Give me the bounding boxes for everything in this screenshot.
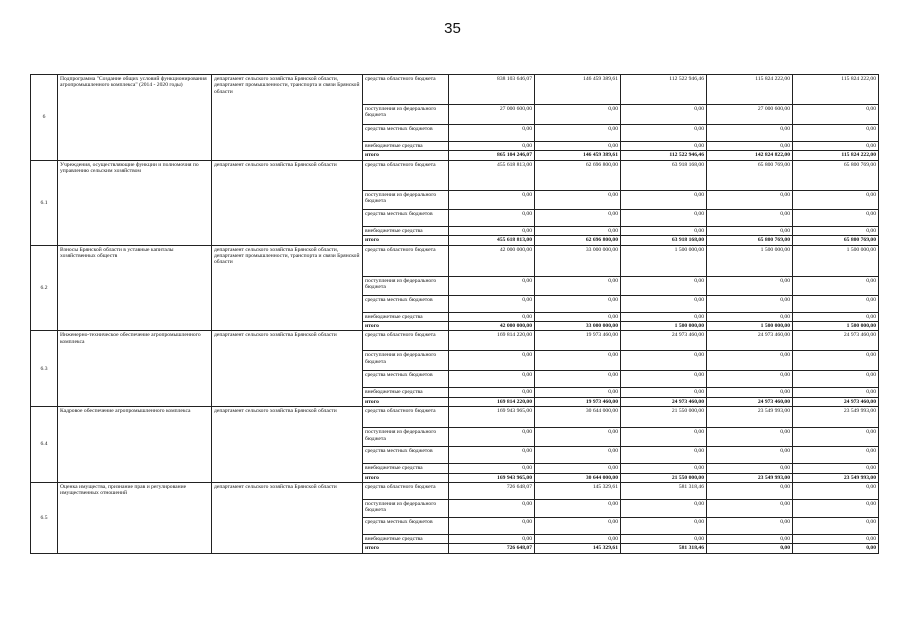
- amount-cell: 838 103 646,07: [449, 75, 535, 105]
- funding-source: средства местных бюджетов: [363, 209, 449, 226]
- amount-cell: 21 550 000,00: [621, 473, 707, 482]
- executor: департамент сельского хозяйства Брянской области, департамент промышленности, транспорта и связи Брянской области: [212, 245, 363, 331]
- amount-cell: 0,00: [793, 351, 879, 371]
- amount-cell: 0,00: [707, 276, 793, 295]
- amount-cell: 0,00: [707, 351, 793, 371]
- amount-cell: 0,00: [449, 500, 535, 518]
- amount-cell: 0,00: [707, 295, 793, 312]
- amount-cell: 0,00: [793, 226, 879, 235]
- amount-cell: 24 973 460,00: [707, 331, 793, 351]
- amount-cell: 0,00: [707, 371, 793, 388]
- amount-cell: 0,00: [707, 125, 793, 142]
- amount-cell: 0,00: [535, 464, 621, 473]
- amount-cell: 0,00: [449, 535, 535, 544]
- amount-cell: 0,00: [793, 209, 879, 226]
- amount-cell: 24 973 460,00: [621, 331, 707, 351]
- amount-cell: 0,00: [793, 295, 879, 312]
- amount-cell: 0,00: [707, 518, 793, 535]
- amount-cell: 0,00: [621, 447, 707, 464]
- amount-cell: 0,00: [535, 447, 621, 464]
- executor: департамент сельского хозяйства Брянской области: [212, 331, 363, 407]
- amount-cell: 0,00: [707, 483, 793, 500]
- row-index: 6.5: [31, 483, 58, 554]
- amount-cell: 1 500 000,00: [707, 322, 793, 331]
- amount-cell: 0,00: [535, 312, 621, 321]
- amount-cell: 0,00: [535, 125, 621, 142]
- amount-cell: 145 329,61: [535, 544, 621, 553]
- page-number: 35: [444, 20, 461, 37]
- amount-cell: 0,00: [449, 209, 535, 226]
- amount-cell: 0,00: [621, 276, 707, 295]
- amount-cell: 0,00: [449, 518, 535, 535]
- amount-cell: 0,00: [621, 428, 707, 447]
- measure-title: Инженерно-техническое обеспечение агропромышленного комплекса: [58, 331, 212, 407]
- funding-source: поступления из федерального бюджета: [363, 500, 449, 518]
- amount-cell: 0,00: [707, 209, 793, 226]
- table-row: [31, 160, 879, 190]
- amount-cell: 0,00: [793, 142, 879, 151]
- amount-cell: 65 800 769,00: [793, 160, 879, 190]
- amount-cell: 21 550 000,00: [621, 407, 707, 428]
- amount-cell: 0,00: [793, 105, 879, 125]
- amount-cell: 0,00: [793, 447, 879, 464]
- amount-cell: 0,00: [535, 428, 621, 447]
- amount-cell: 0,00: [621, 500, 707, 518]
- amount-cell: 0,00: [449, 190, 535, 209]
- amount-cell: 62 696 800,00: [535, 160, 621, 190]
- amount-cell: 865 104 246,07: [449, 151, 535, 160]
- amount-cell: 0,00: [707, 312, 793, 321]
- amount-cell: 169 814 220,00: [449, 331, 535, 351]
- amount-cell: 0,00: [621, 125, 707, 142]
- funding-source: поступления из федерального бюджета: [363, 351, 449, 371]
- amount-cell: 0,00: [621, 142, 707, 151]
- amount-cell: 112 522 946,46: [621, 151, 707, 160]
- amount-cell: 0,00: [793, 388, 879, 397]
- amount-cell: 1 500 000,00: [793, 322, 879, 331]
- amount-cell: 0,00: [535, 351, 621, 371]
- amount-cell: 0,00: [707, 226, 793, 235]
- amount-cell: 581 318,46: [621, 483, 707, 500]
- amount-cell: 0,00: [621, 518, 707, 535]
- amount-cell: 0,00: [707, 544, 793, 553]
- amount-cell: 0,00: [793, 464, 879, 473]
- amount-cell: 1 500 000,00: [707, 245, 793, 276]
- amount-cell: 115 824 222,00: [793, 75, 879, 105]
- amount-cell: 0,00: [621, 226, 707, 235]
- row-index: 6: [31, 75, 58, 161]
- funding-source: средства местных бюджетов: [363, 447, 449, 464]
- amount-cell: 0,00: [535, 142, 621, 151]
- amount-cell: 0,00: [621, 190, 707, 209]
- funding-source: средства областного бюджета: [363, 331, 449, 351]
- measure-title: Оценка имущества, признание прав и регулирование имущественных отношений: [58, 483, 212, 554]
- measure-title: Кадровое обеспечение агропромышленного комплекса: [58, 407, 212, 483]
- amount-cell: 145 329,61: [535, 483, 621, 500]
- amount-cell: 0,00: [621, 351, 707, 371]
- amount-cell: 0,00: [535, 500, 621, 518]
- amount-cell: 0,00: [621, 312, 707, 321]
- funding-source: средства местных бюджетов: [363, 125, 449, 142]
- amount-cell: 0,00: [621, 388, 707, 397]
- amount-cell: 0,00: [793, 125, 879, 142]
- amount-cell: 27 000 600,00: [449, 105, 535, 125]
- amount-cell: 62 696 800,00: [535, 236, 621, 245]
- amount-cell: 0,00: [793, 544, 879, 553]
- amount-cell: 19 973 460,00: [535, 397, 621, 406]
- amount-cell: 146 459 389,61: [535, 75, 621, 105]
- amount-cell: 142 824 822,00: [707, 151, 793, 160]
- amount-cell: 0,00: [793, 500, 879, 518]
- amount-cell: 0,00: [707, 190, 793, 209]
- amount-cell: 65 800 769,00: [793, 236, 879, 245]
- amount-cell: 24 973 460,00: [793, 331, 879, 351]
- amount-cell: 0,00: [793, 312, 879, 321]
- funding-source: внебюджетные средства: [363, 142, 449, 151]
- amount-cell: 1 500 000,00: [793, 245, 879, 276]
- amount-cell: 726 648,07: [449, 544, 535, 553]
- row-index: 6.1: [31, 160, 58, 245]
- funding-source: средства местных бюджетов: [363, 371, 449, 388]
- amount-cell: 169 814 220,00: [449, 397, 535, 406]
- funding-source: средства местных бюджетов: [363, 295, 449, 312]
- amount-cell: 115 824 222,00: [707, 75, 793, 105]
- amount-cell: 23 549 993,00: [707, 407, 793, 428]
- amount-cell: 0,00: [449, 351, 535, 371]
- funding-source: внебюджетные средства: [363, 312, 449, 321]
- funding-source: средства областного бюджета: [363, 483, 449, 500]
- executor: департамент сельского хозяйства Брянской области: [212, 483, 363, 554]
- amount-cell: 1 500 000,00: [621, 245, 707, 276]
- amount-cell: 455 618 813,00: [449, 160, 535, 190]
- amount-cell: 0,00: [793, 535, 879, 544]
- amount-cell: 0,00: [535, 276, 621, 295]
- amount-cell: 65 800 769,00: [707, 236, 793, 245]
- funding-source: поступления из федерального бюджета: [363, 276, 449, 295]
- amount-cell: 23 549 993,00: [707, 473, 793, 482]
- amount-cell: 0,00: [621, 535, 707, 544]
- amount-cell: 0,00: [535, 518, 621, 535]
- amount-cell: 0,00: [449, 295, 535, 312]
- measure-title: Взносы Брянской области в уставные капиталы хозяйственных обществ: [58, 245, 212, 331]
- amount-cell: 63 918 168,00: [621, 160, 707, 190]
- amount-cell: 0,00: [449, 464, 535, 473]
- funding-source: поступления из федерального бюджета: [363, 105, 449, 125]
- funding-source: внебюджетные средства: [363, 226, 449, 235]
- amount-cell: 0,00: [621, 105, 707, 125]
- amount-cell: 0,00: [793, 518, 879, 535]
- amount-cell: 0,00: [449, 428, 535, 447]
- amount-cell: 0,00: [621, 371, 707, 388]
- amount-cell: 42 000 000,00: [449, 245, 535, 276]
- amount-cell: 0,00: [449, 388, 535, 397]
- amount-cell: 0,00: [707, 500, 793, 518]
- table-row: [31, 75, 879, 105]
- measure-title: Подпрограмма "Создание общих условий функционирования агропромышленного комплекса" (2014 - 2020 годы): [58, 75, 212, 161]
- amount-cell: 0,00: [793, 483, 879, 500]
- executor: департамент сельского хозяйства Брянской области: [212, 160, 363, 245]
- amount-cell: 0,00: [449, 312, 535, 321]
- budget-table: [30, 74, 879, 554]
- amount-cell: 0,00: [621, 209, 707, 226]
- funding-source: поступления из федерального бюджета: [363, 428, 449, 447]
- executor: департамент сельского хозяйства Брянской области: [212, 407, 363, 483]
- amount-cell: 0,00: [707, 447, 793, 464]
- funding-source: средства областного бюджета: [363, 407, 449, 428]
- funding-source: итого: [363, 322, 449, 331]
- amount-cell: 0,00: [535, 105, 621, 125]
- table-row: [31, 483, 879, 500]
- amount-cell: 0,00: [793, 190, 879, 209]
- amount-cell: 0,00: [449, 142, 535, 151]
- row-index: 6.3: [31, 331, 58, 407]
- funding-source: итого: [363, 151, 449, 160]
- row-index: 6.2: [31, 245, 58, 331]
- amount-cell: 27 000 600,00: [707, 105, 793, 125]
- amount-cell: 63 918 168,00: [621, 236, 707, 245]
- funding-source: внебюджетные средства: [363, 535, 449, 544]
- amount-cell: 0,00: [707, 535, 793, 544]
- amount-cell: 0,00: [793, 428, 879, 447]
- amount-cell: 42 000 000,00: [449, 322, 535, 331]
- amount-cell: 726 648,07: [449, 483, 535, 500]
- amount-cell: 0,00: [449, 276, 535, 295]
- funding-source: итого: [363, 473, 449, 482]
- amount-cell: 30 644 000,00: [535, 473, 621, 482]
- table-row: [31, 407, 879, 428]
- amount-cell: 0,00: [535, 190, 621, 209]
- funding-source: итого: [363, 544, 449, 553]
- funding-source: средства областного бюджета: [363, 245, 449, 276]
- amount-cell: 146 459 389,61: [535, 151, 621, 160]
- amount-cell: 24 973 460,00: [707, 397, 793, 406]
- amount-cell: 0,00: [535, 388, 621, 397]
- amount-cell: 0,00: [707, 428, 793, 447]
- amount-cell: 0,00: [793, 371, 879, 388]
- amount-cell: 581 318,46: [621, 544, 707, 553]
- amount-cell: 0,00: [535, 295, 621, 312]
- amount-cell: 23 549 993,00: [793, 407, 879, 428]
- amount-cell: 0,00: [535, 209, 621, 226]
- amount-cell: 0,00: [621, 295, 707, 312]
- funding-source: внебюджетные средства: [363, 464, 449, 473]
- funding-source: средства областного бюджета: [363, 75, 449, 105]
- funding-source: итого: [363, 236, 449, 245]
- funding-source: поступления из федерального бюджета: [363, 190, 449, 209]
- amount-cell: 0,00: [621, 464, 707, 473]
- amount-cell: 115 824 222,00: [793, 151, 879, 160]
- amount-cell: 0,00: [535, 371, 621, 388]
- funding-source: средства областного бюджета: [363, 160, 449, 190]
- table-row: [31, 331, 879, 351]
- amount-cell: 33 000 000,00: [535, 245, 621, 276]
- amount-cell: 24 973 460,00: [621, 397, 707, 406]
- amount-cell: 33 000 000,00: [535, 322, 621, 331]
- amount-cell: 0,00: [707, 142, 793, 151]
- funding-source: средства местных бюджетов: [363, 518, 449, 535]
- amount-cell: 0,00: [449, 447, 535, 464]
- executor: департамент сельского хозяйства Брянской области, департамент промышленности, транспорта и связи Брянской области: [212, 75, 363, 161]
- amount-cell: 0,00: [707, 388, 793, 397]
- amount-cell: 19 973 460,00: [535, 331, 621, 351]
- amount-cell: 0,00: [449, 226, 535, 235]
- funding-source: итого: [363, 397, 449, 406]
- amount-cell: 169 943 965,00: [449, 473, 535, 482]
- amount-cell: 0,00: [535, 535, 621, 544]
- amount-cell: 112 522 946,46: [621, 75, 707, 105]
- amount-cell: 455 618 813,00: [449, 236, 535, 245]
- amount-cell: 65 800 769,00: [707, 160, 793, 190]
- measure-title: Учреждения, осуществляющие функции и полномочия по управлению сельским хозяйством: [58, 160, 212, 245]
- row-index: 6.4: [31, 407, 58, 483]
- table-row: [31, 245, 879, 276]
- amount-cell: 23 549 993,00: [793, 473, 879, 482]
- amount-cell: 169 943 965,00: [449, 407, 535, 428]
- amount-cell: 24 973 460,00: [793, 397, 879, 406]
- funding-source: внебюджетные средства: [363, 388, 449, 397]
- amount-cell: 0,00: [707, 464, 793, 473]
- amount-cell: 30 644 000,00: [535, 407, 621, 428]
- amount-cell: 0,00: [449, 371, 535, 388]
- amount-cell: 0,00: [535, 226, 621, 235]
- amount-cell: 0,00: [793, 276, 879, 295]
- amount-cell: 0,00: [449, 125, 535, 142]
- amount-cell: 1 500 000,00: [621, 322, 707, 331]
